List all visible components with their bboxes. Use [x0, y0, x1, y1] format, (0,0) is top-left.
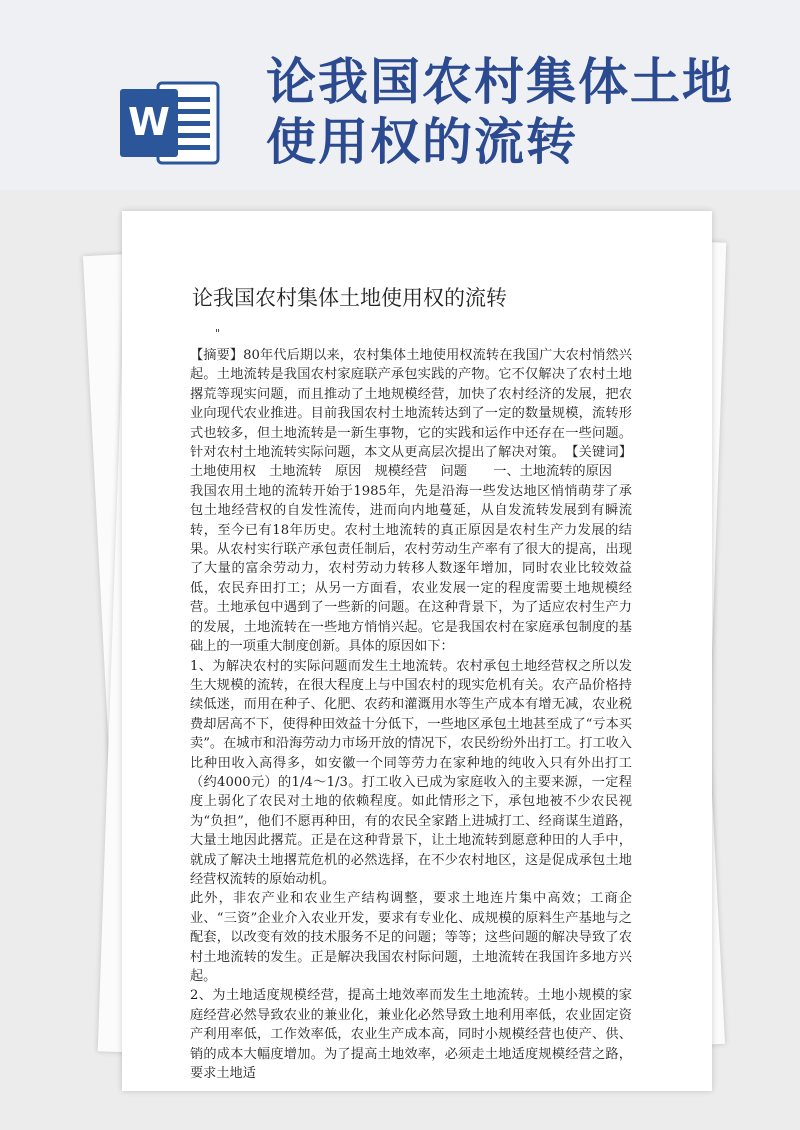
banner-title: 论我国农村集体土地使用权的流转 [266, 53, 734, 171]
paragraph: 2、为土地适度规模经营，提高土地效率而发生土地流转。土地小规模的家庭经营必然导致农业的兼业化，兼业化必然导致土地利用率低，农业固定资产利用率低，工作效率低，农业生产成本高，同时小规模经营也使产、供、销的成本大幅度增加。为了提高土地效率，必须走土地适度规模经营之路，要求土地适 [190, 988, 632, 1082]
paragraph: 【摘要】80年代后期以来，农村集体土地使用权流转在我国广大农村悄然兴起。土地流转是我国农村家庭联产承包实践的产物。它不仅解决了农村土地撂荒等现实问题，而且推动了土地规模经营，加快了农村经济的发展，把农业向现代农业推进。目前我国农村土地流转达到了一定的数量规模，流转形式也较多，但土地流转是一新生事物，它的实践和运作中还存在一些问题。针对农村土地流转实际问题，本文从更高层次提出了解决对策。 【关键词】土地使用权 土地流转 原因 规模经营 问题 一、土地流转的原因 [190, 348, 632, 480]
paragraph: 此外，非农产业和农业生产结构调整，要求土地连片集中高效；工商企业、“三资”企业介入农业开发，要求有专业化、成规模的原料生产基地与之配套，以改变有效的技术服务不足的问题；等等；这些问题的解决导致了农村土地流转的发生。正是解决我国农村际问题，土地流转在我国许多地方兴起。 [190, 891, 632, 984]
banner [0, 0, 800, 190]
word-document-icon [120, 75, 220, 170]
quote-mark: " [215, 327, 221, 340]
logo-letter: W [128, 100, 170, 144]
document-title: 论我国农村集体土地使用权的流转 [192, 286, 507, 310]
paragraph: 1、为解决农村的实际问题而发生土地流转。农村承包土地经营权之所以发生大规模的流转，在很大程度上与中国农村的现实危机有关。农产品价格持续低迷，而用在种子、化肥、农药和灌溉用水等生产成本有增无减，农业税费却居高不下，使得种田效益十分低下，一些地区承包土地甚至成了“亏本买卖”。在城市和沿海劳动力市场开放的情况下，农民纷纷外出打工。打工收入比种田收入高得多，如安徽一个同等劳力在家种地的纯收入只有外出打工（约4000元）的1/4～1/3。打工收入已成为家庭收入的主要来源，一定程度上弱化了农民对土地的依赖程度。如此情形之下，承包地被不少农民视为“负担”，他们不愿再种田，有的农民全家踏上进城打工、经商谋生道路，大量土地因此撂荒。正是在这种背景下，让土地流转到愿意种田的人手中，就成了解决土地撂荒危机的必然选择，在不少农村地区，这是促成承包土地经营权流转的原始动机。 [190, 658, 632, 887]
document-body [190, 346, 632, 1083]
paragraph: 我国农用土地的流转开始于1985年，先是沿海一些发达地区悄悄萌芽了承包土地经营权的自发性流传，进而向内地蔓延，从自发流转发展到有瞬流转，至今已有18年历史。农村土地流转的真正原因是农村生产力发展的结果。从农村实行联产承包责任制后，农村劳动生产率有了很大的提高，出现了大量的富余劳动力，农村劳动力转移人数逐年增加，同时农业比较效益低，农民弃田打工；从另一方面看，农业发展一定的程度需要土地规模经营。土地承包中遇到了一些新的问题。在这种背景下，为了适应农村生产力的发展，土地流转在一些地方悄悄兴起。它是我国农村在家庭承包制度的基础上的一项重大制度创新。具体的原因如下： [190, 483, 632, 655]
